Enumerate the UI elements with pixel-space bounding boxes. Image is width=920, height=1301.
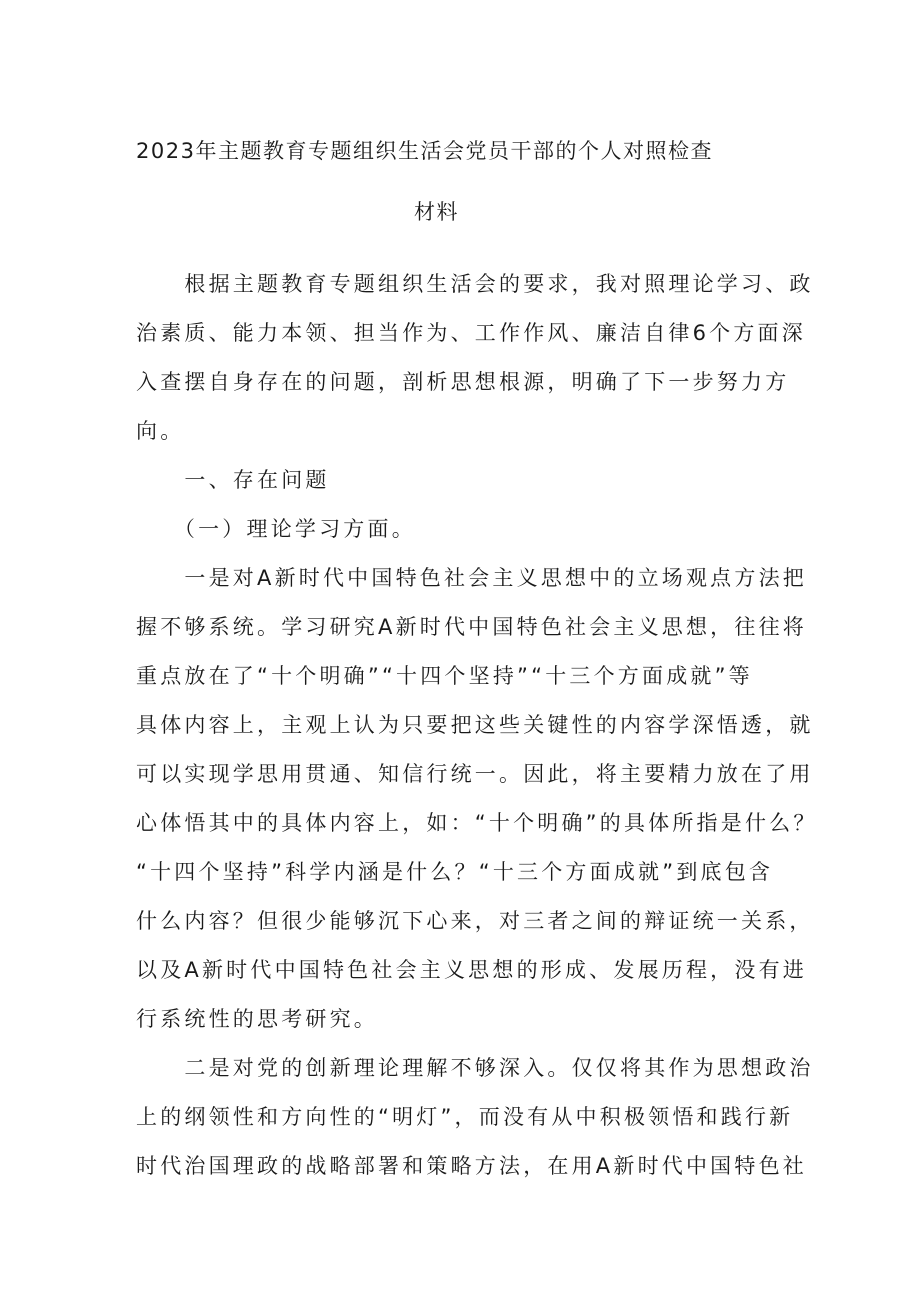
- paragraph-line: 时代治国理政的战略部署和策略方法，在用A新时代中国特色社: [136, 1154, 807, 1178]
- section-heading: 一、存在问题: [136, 468, 330, 492]
- paragraph-line: 具体内容上，主观上认为只要把这些关键性的内容学深悟透，就: [136, 713, 814, 737]
- paragraph-line: 二是对党的创新理论理解不够深入。仅仅将其作为思想政治: [136, 1056, 814, 1080]
- paragraph-line: 握不够系统。学习研究A新时代中国特色社会主义思想，往往将: [136, 615, 807, 639]
- paragraph-line: 治素质、能力本领、担当作为、工作作风、廉洁自律6个方面深: [136, 321, 806, 345]
- paragraph-line: 行系统性的思考研究。: [136, 1007, 378, 1031]
- subsection-heading: （一）理论学习方面。: [136, 517, 416, 541]
- paragraph-line: 可以实现学思用贯通、知信行统一。因此，将主要精力放在了用: [136, 762, 814, 786]
- paragraph-line: “十四个坚持”科学内涵是什么？“十三个方面成就”到底包含: [136, 860, 774, 884]
- document-title-line-1: 2023年主题教育专题组织生活会党员干部的个人对照检查: [136, 139, 713, 163]
- paragraph-line: 重点放在了“十个明确”“十四个坚持”“十三个方面成就”等: [136, 664, 753, 688]
- document-title-line-2: 材料: [414, 200, 459, 224]
- paragraph-line: 上的纲领性和方向性的“明灯”，而没有从中积极领悟和践行新: [136, 1105, 794, 1129]
- paragraph-line: 入查摆自身存在的问题，剖析思想根源，明确了下一步努力方: [136, 370, 790, 394]
- paragraph-line: 一是对A新时代中国特色社会主义思想中的立场观点方法把: [136, 566, 807, 590]
- paragraph-line: 什么内容？但很少能够沉下心来，对三者之间的辩证统一关系，: [136, 909, 814, 933]
- paragraph-line: 向。: [136, 419, 185, 443]
- paragraph-line: 根据主题教育专题组织生活会的要求，我对照理论学习、政: [136, 272, 814, 296]
- paragraph-line: 心体悟其中的具体内容上，如：“十个明确”的具体所指是什么？: [136, 811, 818, 835]
- paragraph-line: 以及A新时代中国特色社会主义思想的形成、发展历程，没有进: [136, 958, 807, 982]
